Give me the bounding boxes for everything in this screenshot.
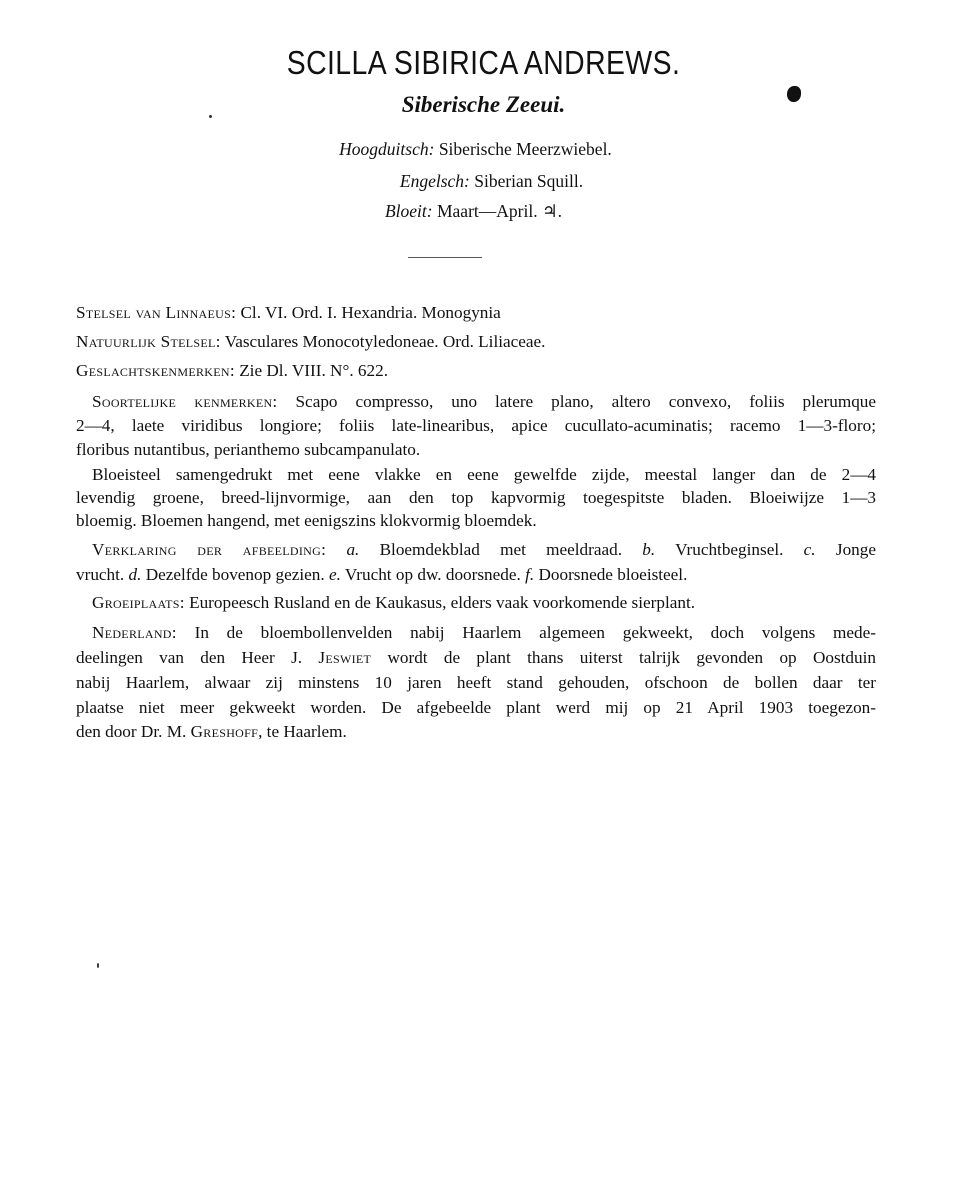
- habitat-label: Groeiplaats:: [92, 593, 185, 612]
- netherlands-text: deelingen van den Heer J.: [76, 648, 303, 667]
- german-name-line: [0, 139, 959, 160]
- genus-label: Geslachtskenmerken:: [76, 361, 235, 380]
- species-label: Soortelijke kenmerken:: [92, 392, 278, 411]
- english-name-line: [8, 171, 967, 192]
- linnaeus-label: Stelsel van Linnaeus:: [76, 303, 237, 322]
- plate-key: d.: [128, 565, 142, 584]
- ink-speck: [97, 963, 99, 968]
- separator-rule: [408, 257, 482, 258]
- plate-key: b.: [642, 540, 656, 559]
- plate-text: Jonge: [835, 540, 876, 559]
- netherlands-text: In de bloembollenvelden nabij Haarlem algemeen gekweekt, doch volgens mede-: [194, 623, 876, 642]
- linnaeus-text: Cl. VI. Ord. I. Hexandria. Monogynia: [240, 303, 501, 322]
- dutch-name: Siberische Zeeui.: [401, 92, 566, 117]
- plate-text: Doorsnede bloeisteel.: [538, 565, 688, 584]
- person-name: Jeswiet: [318, 648, 372, 667]
- netherlands-text: , te Haarlem.: [258, 722, 347, 741]
- netherlands-line: plaatse niet meer gekweekt worden. De afgebeelde plant werd mij op 21 April 1903 toegezon-: [76, 698, 876, 717]
- habitat-line: [92, 592, 876, 614]
- natural-system-line: [76, 331, 876, 353]
- flowering-label: Bloeit:: [384, 201, 433, 221]
- species-title: SCILLA SIBIRICA ANDREWS.: [286, 44, 681, 81]
- natural-label: Natuurlijk Stelsel:: [76, 332, 221, 351]
- flowering-value: Maart—April. ♃.: [436, 201, 563, 221]
- person-name: Greshoff: [190, 722, 259, 741]
- linnaeus-system-line: [76, 302, 876, 324]
- plate-text: Vruchtbeginsel.: [675, 540, 784, 559]
- habitat-text: Europeesch Rusland en de Kaukasus, elders vaak voorkomende sierplant.: [189, 593, 696, 612]
- plate-text: vrucht.: [76, 565, 125, 584]
- english-label: Engelsch:: [399, 171, 470, 191]
- species-line: floribus nutantibus, perianthemo subcampanulato.: [76, 440, 421, 459]
- genus-text: Zie Dl. VIII. N°. 622.: [239, 361, 388, 380]
- plate-key: c.: [803, 540, 816, 559]
- plate-explanation-line: [92, 539, 876, 561]
- netherlands-line: [76, 647, 876, 669]
- german-value: Siberische Meerzwiebel.: [438, 139, 612, 159]
- netherlands-text: den door Dr. M.: [76, 722, 187, 741]
- plate-text: Bloemdekblad met meeldraad.: [379, 540, 622, 559]
- netherlands-text: wordt de plant thans uiterst talrijk gevonden op Oostduin: [387, 648, 876, 667]
- plate-label: Verklaring der afbeelding:: [92, 540, 327, 559]
- plate-text: Vrucht op dw. doorsnede.: [344, 565, 521, 584]
- flowering-line: [0, 201, 957, 222]
- species-line: [92, 391, 876, 413]
- plate-key: a.: [346, 540, 360, 559]
- netherlands-line: [92, 622, 876, 644]
- description-line: Bloeisteel samengedrukt met eene vlakke en eene gewelfde zijde, meestal langer dan de 2—4: [92, 465, 876, 484]
- plate-text: Dezelfde bovenop gezien.: [145, 565, 325, 584]
- netherlands-line: [76, 721, 876, 743]
- english-value: Siberian Squill.: [474, 171, 584, 191]
- netherlands-label: Nederland:: [92, 623, 177, 642]
- natural-text: Vasculares Monocotyledoneae. Ord. Liliaceae.: [224, 332, 546, 351]
- species-text: Scapo compresso, uno latere plano, altero convexo, foliis plerumque: [295, 392, 877, 411]
- plate-explanation-line: [76, 564, 876, 586]
- species-line: 2—4, laete viridibus longiore; foliis late-linearibus, apice cucullato-acuminatis; racemo 1—3-floro;: [76, 416, 876, 435]
- description-line: levendig groene, breed-lijnvormige, aan den top kapvormig toegespitste bladen. Bloeiwijze 1—3: [76, 488, 876, 507]
- netherlands-line: nabij Haarlem, alwaar zij minstens 10 jaren heeft stand gehouden, ofschoon de bollen daar ter: [76, 673, 876, 692]
- plate-key: f.: [525, 565, 535, 584]
- genus-characters-line: [76, 360, 876, 382]
- plate-key: e.: [328, 565, 341, 584]
- german-label: Hoogduitsch:: [339, 139, 435, 159]
- description-line: bloemig. Bloemen hangend, met eenigszins klokvormig bloemdek.: [76, 511, 537, 530]
